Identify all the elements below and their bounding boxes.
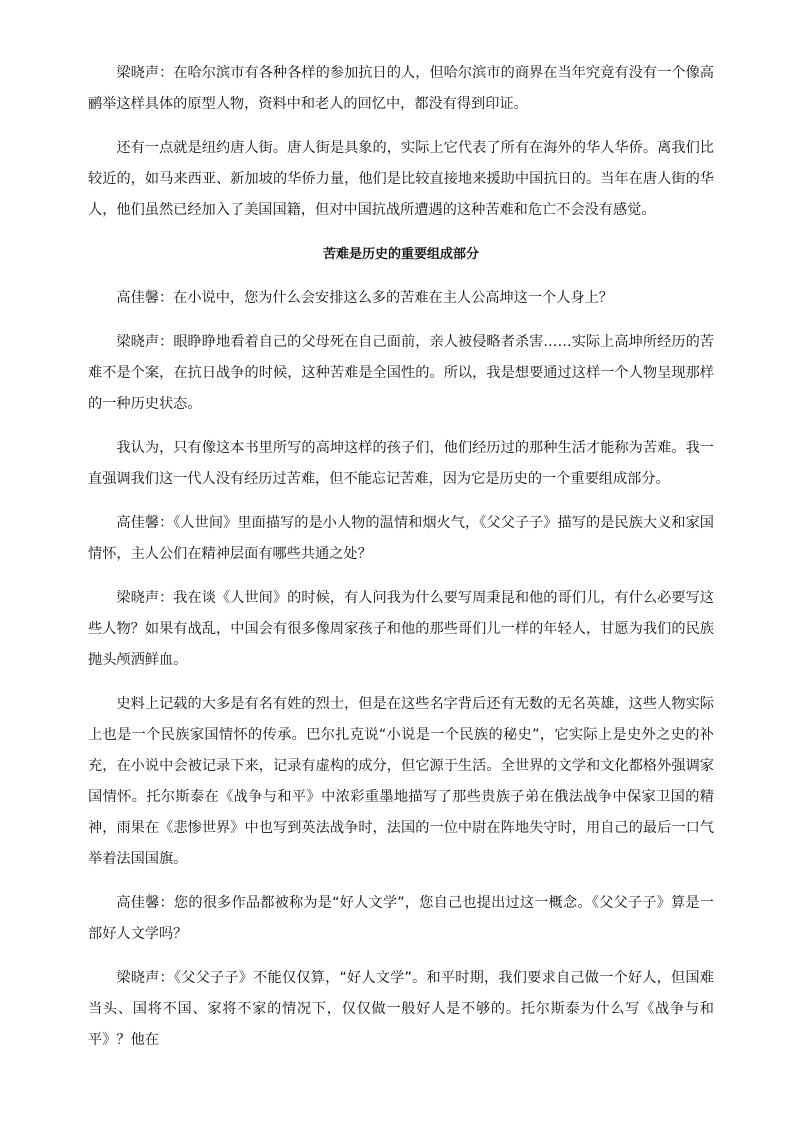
paragraph: 我认为，只有像这本书里所写的高坤这样的孩子们，他们经历过的那种生活才能称为苦难。我一直强调我们这一代人没有经历过苦难，但不能忘记苦难，因为它是历史的一个重要组成部分。 xyxy=(88,440,714,487)
paragraph: 高佳馨：在小说中，您为什么会安排这么多的苦难在主人公高坤这一个人身上？ xyxy=(116,290,613,306)
paragraph: 梁晓声：在哈尔滨市有各种各样的参加抗日的人，但哈尔滨市的商界在当年究竟有没有一个像高鹂举这样具体的原型人物，资料中和老人的回忆中，都没有得到印证。 xyxy=(88,65,714,112)
paragraph: 梁晓声：《父父子子》不能仅仅算，“好人文学”。和平时期，我们要求自己做一个好人，但国难当头、国将不国、家将不家的情况下，仅仅做一般好人是不够的。托尔斯泰为什么写《战争与和平》？他在 xyxy=(88,970,714,1048)
document-page xyxy=(88,58,714,1069)
paragraph: 高佳馨：您的很多作品都被称为是“好人文学”，您自己也提出过这一概念。《父父子子》算是一部好人文学吗？ xyxy=(88,895,714,942)
paragraph: 史料上记载的大多是有名有姓的烈士，但是在这些名字背后还有无数的无名英雄，这些人物实际上也是一个民族家国情怀的传承。巴尔扎克说“小说是一个民族的秘史”，它实际上是史外之史的补充，在小说中会被记录下来，记录有虚构的成分，但它源于生活。全世界的文学和文化都格外强调家国情怀。托尔斯泰在《战争与和平》中浓彩重墨地描写了那些贵族子弟在俄法战争中保家卫国的精神，雨果在《悲惨世界》中也写到英法战争时，法国的一位中尉在阵地失守时，用自己的最后一口气举着法国国旗。 xyxy=(88,696,714,867)
paragraph: 梁晓声：眼睁睁地看着自己的父母死在自己面前，亲人被侵略者杀害……实际上高坤所经历的苦难不是个案，在抗日战争的时候，这种苦难是全国性的。所以，我是想要通过这样一个人物呈现那样的一种历史状态。 xyxy=(88,334,714,412)
paragraph: 高佳馨：《人世间》里面描写的是小人物的温情和烟火气，《父父子子》描写的是民族大义和家国情怀，主人公们在精神层面有哪些共通之处？ xyxy=(88,515,714,562)
paragraph: 还有一点就是纽约唐人街。唐人街是具象的，实际上它代表了所有在海外的华人华侨。离我们比较近的，如马来西亚、新加坡的华侨力量，他们是比较直接地来援助中国抗日的。当年在唐人街的华人，他们虽然已经加入了美国国籍，但对中国抗战所遭遇的这种苦难和危亡不会没有感觉。 xyxy=(88,140,714,218)
paragraph: 梁晓声：我在谈《人世间》的时候，有人问我为什么要写周秉昆和他的哥们儿，有什么必要写这些人物？如果有战乱，中国会有很多像周家孩子和他的那些哥们儿一样的年轻人，甘愿为我们的民族抛头颅洒鲜血。 xyxy=(88,590,714,668)
section-heading: 苦难是历史的重要组成部分 xyxy=(322,247,479,262)
